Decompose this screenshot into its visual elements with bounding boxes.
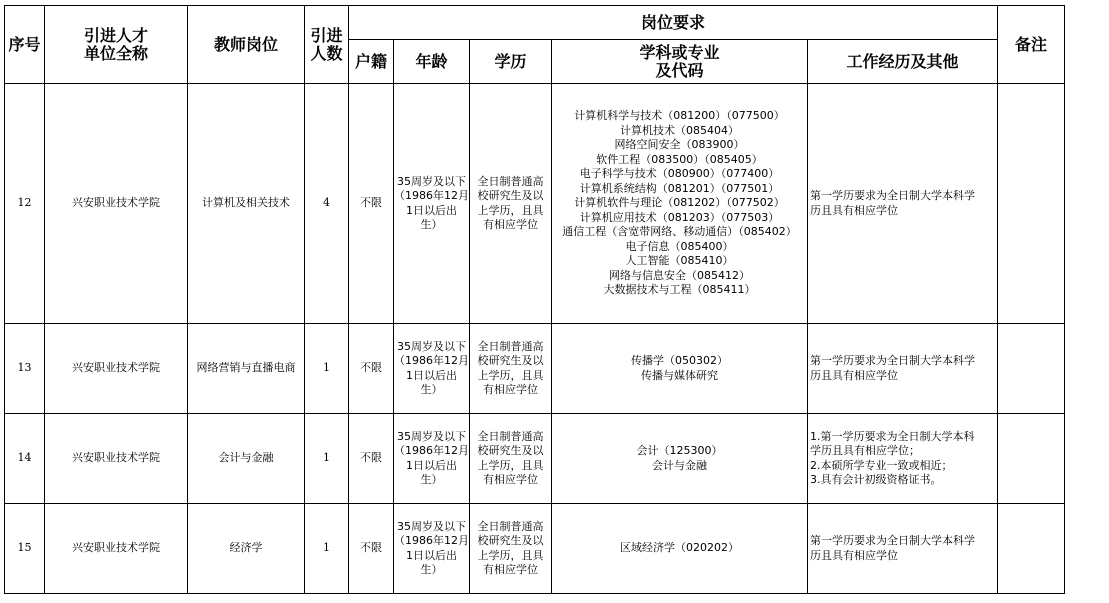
cell-count: 4 <box>305 84 349 324</box>
experience-line: 第一学历要求为全日制大学本科学 <box>810 354 975 367</box>
cell-unit: 兴安职业技术学院 <box>45 414 188 504</box>
education-line: 上学历，且具 <box>477 368 544 382</box>
cell-post: 网络营销与直播电商 <box>188 324 305 414</box>
major-line: 电子信息（085400） <box>625 239 734 253</box>
cell-remark <box>998 414 1065 504</box>
age-line: 1日以后出 <box>406 548 457 562</box>
education-line: 全日制普通高 <box>477 174 544 188</box>
cell-education <box>470 414 552 504</box>
cell-age <box>394 504 470 594</box>
major-line: 会计与金融 <box>652 458 707 472</box>
age-line: 35周岁及以下 <box>397 339 466 353</box>
cell-seq: 12 <box>5 84 45 324</box>
cell-age <box>394 324 470 414</box>
education-line: 校研究生及以 <box>477 444 544 457</box>
education-line: 有相应学位 <box>483 218 538 231</box>
major-line: 人工智能（085410） <box>625 254 734 268</box>
major-line: 传播与媒体研究 <box>641 368 718 382</box>
cell-seq: 15 <box>5 504 45 594</box>
header-remark: 备注 <box>998 6 1065 84</box>
education-line: 有相应学位 <box>483 383 538 396</box>
age-line: 35周岁及以下 <box>397 429 466 443</box>
major-line: 传播学（050302） <box>631 354 728 367</box>
age-line: （1986年12月 <box>394 189 469 202</box>
cell-majors <box>552 504 808 594</box>
age-line: 1日以后出 <box>406 203 457 217</box>
major-line: 网络与信息安全（085412） <box>609 268 750 282</box>
experience-line: 历且具有相应学位 <box>810 548 898 562</box>
cell-experience <box>808 414 998 504</box>
cell-post: 计算机及相关技术 <box>188 84 305 324</box>
cell-unit: 兴安职业技术学院 <box>45 324 188 414</box>
cell-count: 1 <box>305 324 349 414</box>
major-line: 计算机系统结构（081201）（077501） <box>579 181 780 195</box>
header-major-line1: 学科或专业 <box>639 42 720 62</box>
table-row <box>5 324 1065 414</box>
cell-remark <box>998 84 1065 324</box>
header-count-line2: 人数 <box>310 43 343 63</box>
header-education: 学历 <box>470 40 552 84</box>
cell-education <box>470 504 552 594</box>
cell-education <box>470 84 552 324</box>
header-requirements: 岗位要求 <box>349 6 998 40</box>
major-line: 计算机软件与理论（081202）（077502） <box>574 196 785 210</box>
cell-seq: 13 <box>5 324 45 414</box>
header-unit <box>45 6 188 84</box>
cell-hukou: 不限 <box>349 414 394 504</box>
experience-line: 学历且具有相应学位； <box>810 444 920 457</box>
header-seq: 序号 <box>5 6 45 84</box>
header-row-top <box>5 6 1065 40</box>
cell-age <box>394 84 470 324</box>
header-experience: 工作经历及其他 <box>808 40 998 84</box>
major-line: 会计（125300） <box>636 444 723 457</box>
cell-education <box>470 324 552 414</box>
major-line: 计算机技术（085404） <box>620 123 739 137</box>
education-line: 上学历，且具 <box>477 203 544 217</box>
cell-majors <box>552 84 808 324</box>
experience-line: 3.具有会计初级资格证书。 <box>810 473 942 486</box>
education-line: 有相应学位 <box>483 473 538 486</box>
cell-hukou: 不限 <box>349 84 394 324</box>
major-line: 网络空间安全（083900） <box>614 138 745 152</box>
major-line: 计算机科学与技术（081200）（077500） <box>574 109 785 123</box>
table-row <box>5 504 1065 594</box>
age-line: 生） <box>420 473 443 486</box>
header-hukou: 户籍 <box>349 40 394 84</box>
experience-line: 第一学历要求为全日制大学本科学 <box>810 534 975 547</box>
recruitment-table-wrapper <box>4 5 1065 594</box>
cell-experience <box>808 324 998 414</box>
cell-count: 1 <box>305 414 349 504</box>
education-line: 上学历，且具 <box>477 458 544 472</box>
cell-count: 1 <box>305 504 349 594</box>
education-line: 全日制普通高 <box>477 519 544 533</box>
cell-majors <box>552 414 808 504</box>
header-count-line1: 引进 <box>310 25 343 45</box>
recruitment-table <box>4 5 1065 594</box>
cell-remark <box>998 504 1065 594</box>
education-line: 全日制普通高 <box>477 429 544 443</box>
age-line: 生） <box>420 563 443 576</box>
education-line: 上学历，且具 <box>477 548 544 562</box>
header-major <box>552 40 808 84</box>
major-line: 区域经济学（020202） <box>620 541 739 555</box>
education-line: 有相应学位 <box>483 563 538 576</box>
age-line: （1986年12月 <box>394 354 469 367</box>
age-line: （1986年12月 <box>394 444 469 457</box>
age-line: 1日以后出 <box>406 458 457 472</box>
cell-experience <box>808 84 998 324</box>
cell-unit: 兴安职业技术学院 <box>45 504 188 594</box>
education-line: 校研究生及以 <box>477 189 544 202</box>
cell-post: 经济学 <box>188 504 305 594</box>
major-line: 通信工程（含宽带网络、移动通信）（085402） <box>562 225 797 239</box>
major-line: 软件工程（083500）（085405） <box>596 152 763 166</box>
header-age: 年龄 <box>394 40 470 84</box>
major-line: 计算机应用技术（081203）（077503） <box>579 210 780 224</box>
cell-majors <box>552 324 808 414</box>
major-line: 大数据技术与工程（085411） <box>603 283 756 297</box>
cell-hukou: 不限 <box>349 504 394 594</box>
age-line: 生） <box>420 383 443 396</box>
age-line: 35周岁及以下 <box>397 174 466 188</box>
cell-post: 会计与金融 <box>188 414 305 504</box>
cell-seq: 14 <box>5 414 45 504</box>
age-line: 35周岁及以下 <box>397 519 466 533</box>
cell-unit: 兴安职业技术学院 <box>45 84 188 324</box>
experience-line: 1.第一学历要求为全日制大学本科 <box>810 429 975 443</box>
header-major-line2: 及代码 <box>655 60 704 80</box>
age-line: 生） <box>420 218 443 231</box>
experience-line: 历且具有相应学位 <box>810 368 898 382</box>
table-row <box>5 84 1065 324</box>
education-line: 全日制普通高 <box>477 339 544 353</box>
cell-remark <box>998 324 1065 414</box>
education-line: 校研究生及以 <box>477 534 544 547</box>
cell-age <box>394 414 470 504</box>
major-line: 电子科学与技术（080900）（077400） <box>579 167 780 181</box>
experience-line: 历且具有相应学位 <box>810 203 898 217</box>
header-unit-line2: 单位全称 <box>83 43 148 63</box>
header-unit-line1: 引进人才 <box>83 25 148 45</box>
cell-hukou: 不限 <box>349 324 394 414</box>
age-line: 1日以后出 <box>406 368 457 382</box>
education-line: 校研究生及以 <box>477 354 544 367</box>
header-count <box>305 6 349 84</box>
experience-line: 2.本硕所学专业一致或相近； <box>810 458 953 472</box>
age-line: （1986年12月 <box>394 534 469 547</box>
experience-line: 第一学历要求为全日制大学本科学 <box>810 189 975 202</box>
cell-experience <box>808 504 998 594</box>
table-row <box>5 414 1065 504</box>
header-post: 教师岗位 <box>188 6 305 84</box>
